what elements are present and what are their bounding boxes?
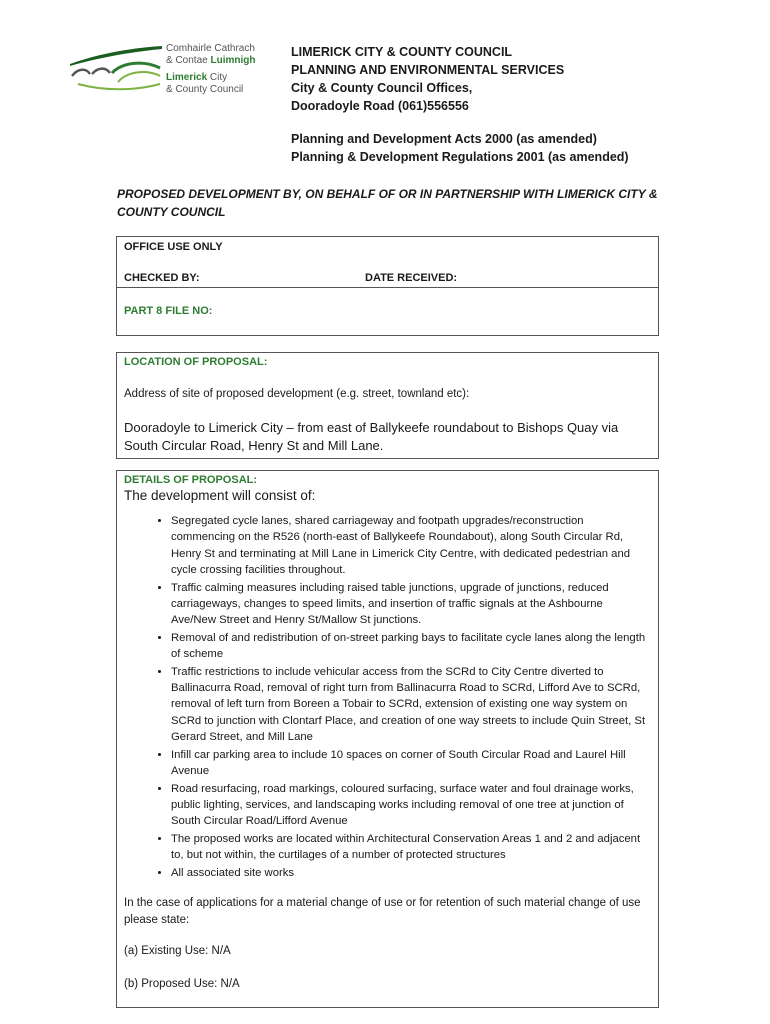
list-item: • Traffic calming measures including raised table junctions, upgrade of junctions, reduced carriageways, changes to speed limits, and insertion of traffic signals at the Ashbourne Ave/New Street and Henry St/Mallow St junctions. [171, 580, 649, 629]
act-line: Planning & Development Regulations 2001 (as amended) [291, 150, 629, 164]
list-item: • Removal of and redistribution of on-street parking bays to facilitate cycle lanes along the length of scheme [171, 630, 649, 663]
proposed-development-heading: PROPOSED DEVELOPMENT BY, ON BEHALF OF OR IN PARTNERSHIP WITH LIMERICK CITY & COUNTY COUNCIL [117, 187, 658, 219]
details-title: DETAILS OF PROPOSAL: [124, 474, 258, 486]
header-line: City & County Council Offices, [291, 81, 473, 95]
list-item: • Traffic restrictions to include vehicular access from the SCRd to City Centre diverted to Ballinacurra Road, removal of right turn from Ballinacurra Road to SCRd, Lifford Ave to SCRd, removal of left turn from Boreen a Tobair to SCRd, extension of existing one way system on SCRd to junction with Clontarf Place, and creation of one way streets to include Quin Street, St Gerard Street, and Mill Lane [171, 664, 649, 746]
logo-irish-line2-bold: Luimnigh [210, 55, 256, 66]
site-address: Dooradoyle to Limerick City – from east of Ballykeefe roundabout to Bishops Quay via South Circular Road, Henry St and Mill Lane. [124, 420, 619, 453]
list-item: • All associated site works [171, 865, 649, 881]
logo-english-line2: & County Council [166, 84, 244, 95]
legislation-refs [291, 130, 629, 166]
list-item: • Road resurfacing, road markings, coloured surfacing, surface water and foul drainage works, public lighting, services, and landscaping works including removal of one tree at junction of South Circular Road/Lifford Avenue [171, 781, 649, 830]
logo-english-line1-bold: Limerick [166, 72, 208, 83]
header-line: Dooradoyle Road (061)556556 [291, 99, 469, 113]
office-use-row [117, 237, 658, 288]
logo-irish-name [166, 43, 255, 67]
list-item: • Segregated cycle lanes, shared carriageway and footpath upgrades/reconstruction commencing on the R526 (north-east of Ballykeefe Roundabout), along South Circular Rd, Henry St and terminating at Mill Lane in Limerick City Centre, with dedicated pedestrian and cycle crossing facilities throughout. [171, 513, 649, 579]
details-box [116, 470, 659, 1008]
existing-use: (a) Existing Use: N/A [124, 945, 231, 957]
office-use-box [116, 236, 659, 336]
change-of-use-text: In the case of applications for a material change of use or for retention of such material change of use please state: [124, 897, 641, 926]
act-line: Planning and Development Acts 2000 (as amended) [291, 132, 597, 146]
office-use-title: OFFICE USE ONLY [124, 241, 223, 253]
council-logo-swoosh-icon [68, 40, 164, 100]
address-prompt: Address of site of proposed development (e.g. street, townland etc): [124, 388, 470, 400]
council-logo [68, 40, 268, 102]
logo-irish-line1: Comhairle Cathrach [166, 43, 255, 54]
details-intro: The development will consist of: [124, 488, 316, 503]
logo-english-line1 [166, 72, 243, 84]
council-header [291, 43, 564, 115]
proposed-use: (b) Proposed Use: N/A [124, 978, 240, 990]
location-title: LOCATION OF PROPOSAL: [124, 356, 268, 368]
date-received-label: DATE RECEIVED: [365, 272, 458, 284]
logo-irish-line2 [166, 55, 255, 67]
details-bullet-list [139, 513, 649, 882]
logo-english-line1-rest: City [207, 72, 228, 83]
logo-irish-line2-prefix: & Contae [166, 55, 211, 66]
part8-file-no-label: PART 8 FILE NO: [124, 305, 213, 317]
location-box [116, 352, 659, 459]
list-item: • The proposed works are located within Architectural Conservation Areas 1 and 2 and adjacent to, but not within, the curtilages of a number of protected structures [171, 831, 649, 864]
logo-english-name [166, 72, 243, 96]
list-item: • Infill car parking area to include 10 spaces on corner of South Circular Road and Laurel Hill Avenue [171, 747, 649, 780]
checked-by-label: CHECKED BY: [124, 272, 200, 284]
header-line: LIMERICK CITY & COUNTY COUNCIL [291, 45, 513, 59]
header-line: PLANNING AND ENVIRONMENTAL SERVICES [291, 63, 565, 77]
